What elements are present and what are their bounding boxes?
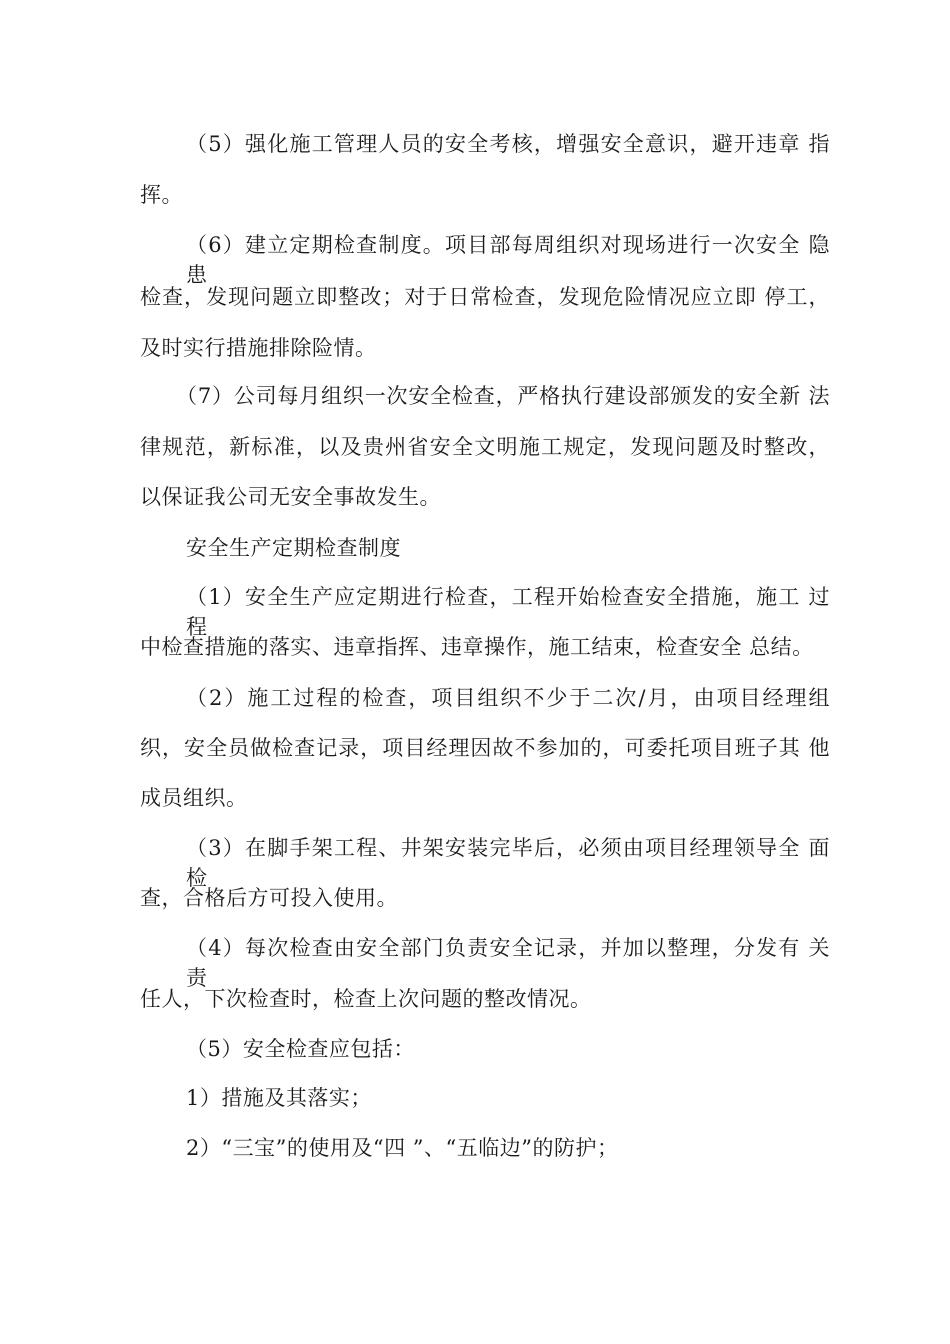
check-item-2-line-2: 织，安全员做检查记录，项目经理因故不参加的，可委托项目班子其 他 bbox=[140, 736, 830, 760]
section-heading: 安全生产定期检查制度 bbox=[186, 536, 401, 560]
paragraph-5-line-2: 挥。 bbox=[140, 183, 183, 207]
check-item-1-line-1: （1）安全生产应定期进行检查，工程开始检查安全措施，施工 过程 bbox=[186, 585, 830, 639]
check-item-4-line-1: （4）每次检查由安全部门负责安全记录，并加以整理，分发有 关责 bbox=[186, 936, 830, 990]
check-item-2-line-1: （2）施工过程的检查，项目组织不少于二次/月，由项目经理组 bbox=[186, 686, 830, 710]
paragraph-7-line-1: （7）公司每月组织一次安全检查，严格执行建设部颁发的安全新 法 bbox=[176, 384, 830, 408]
paragraph-6-line-3: 及时实行措施排除险情。 bbox=[140, 336, 377, 360]
paragraph-6-line-2: 检查，发现问题立即整改；对于日常检查，发现危险情况应立即 停工， bbox=[140, 285, 830, 309]
check-item-3-line-2: 查，合格后方可投入使用。 bbox=[140, 886, 398, 910]
sub-item-1: 1）措施及其落实； bbox=[186, 1086, 372, 1110]
check-item-3-line-1: （3）在脚手架工程、井架安装完毕后，必须由项目经理领导全 面检 bbox=[186, 836, 830, 890]
sub-item-2: 2）“三宝”的使用及“四 ”、“五临边”的防护； bbox=[186, 1136, 619, 1160]
check-item-1-line-2: 中检查措施的落实、违章指挥、违章操作，施工结束，检查安全 总结。 bbox=[140, 635, 814, 659]
paragraph-6-line-1: （6）建立定期检查制度。项目部每周组织对现场进行一次安全 隐患 bbox=[186, 233, 830, 287]
paragraph-7-line-2: 律规范，新标准，以及贵州省安全文明施工规定，发现问题及时整改， bbox=[140, 435, 830, 459]
check-item-2-line-3: 成员组织。 bbox=[140, 786, 248, 810]
check-item-4-line-2: 任人，下次检查时，检查上次问题的整改情况。 bbox=[140, 987, 592, 1011]
paragraph-7-line-3: 以保证我公司无安全事故发生。 bbox=[140, 485, 441, 509]
check-item-5: （5）安全检查应包括： bbox=[186, 1037, 415, 1061]
paragraph-5-line-1: （5）强化施工管理人员的安全考核，增强安全意识，避开违章 指 bbox=[186, 132, 830, 156]
